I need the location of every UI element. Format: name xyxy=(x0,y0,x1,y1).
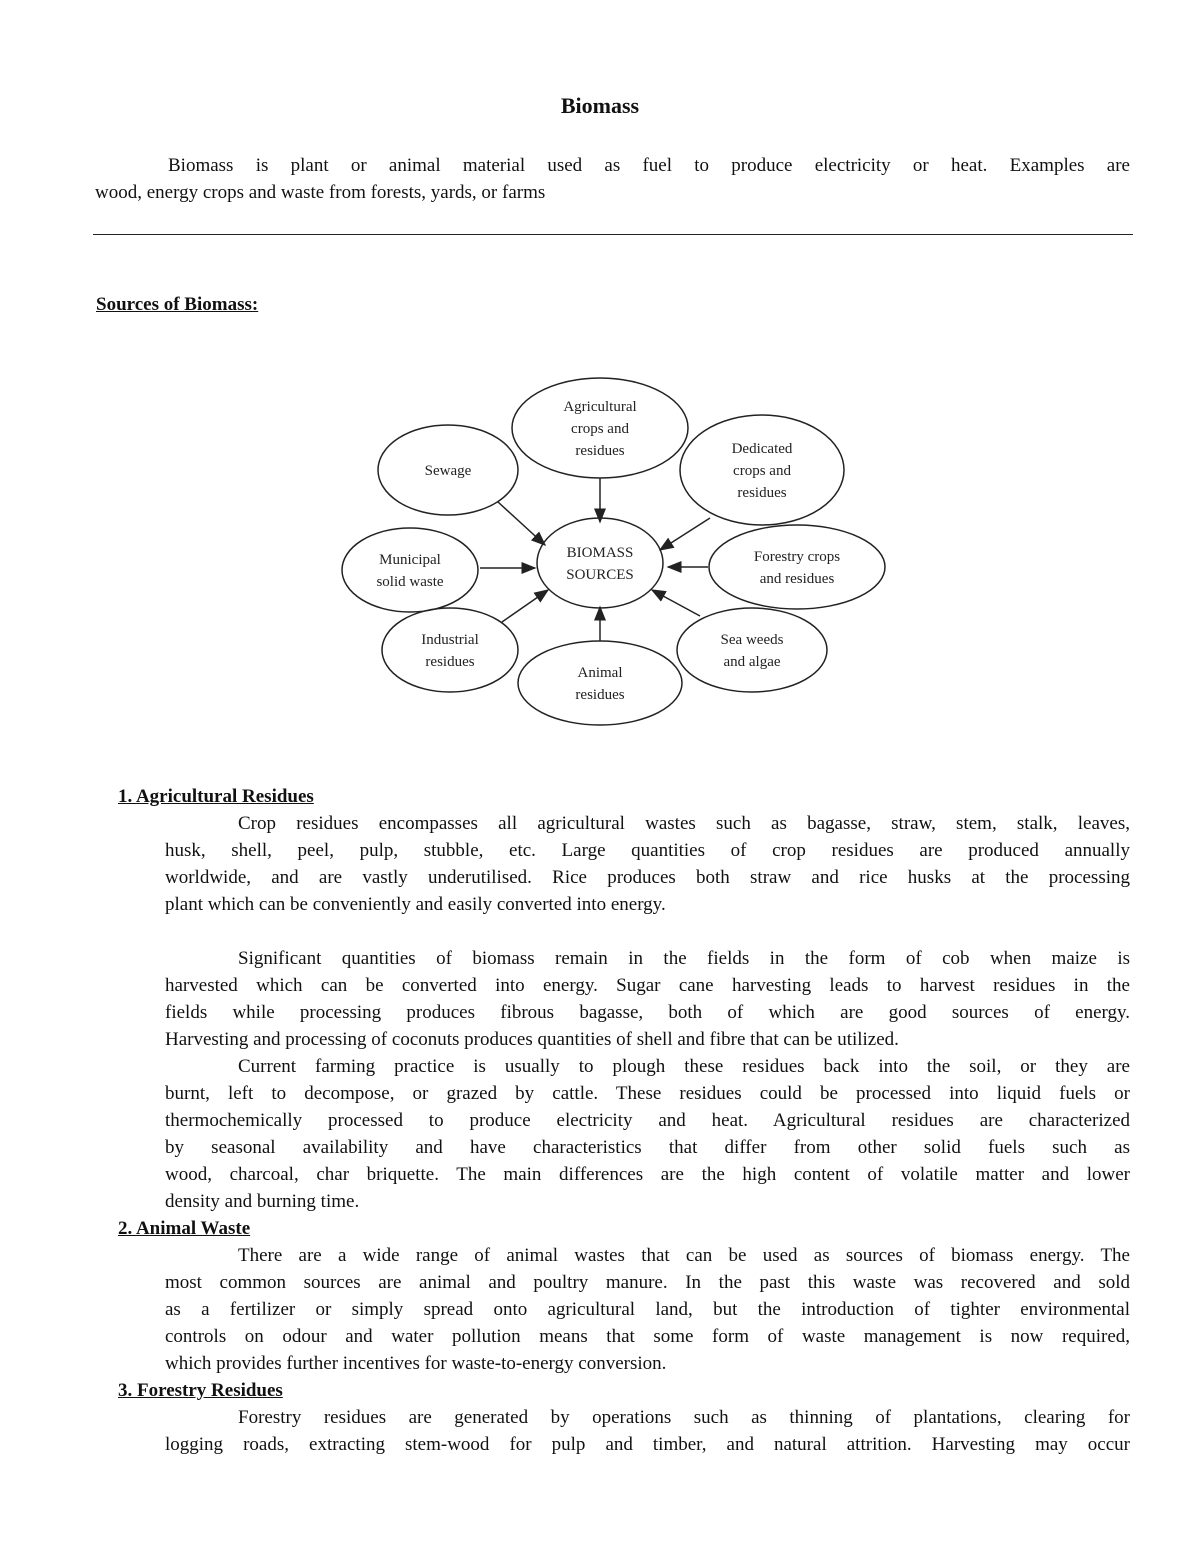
node-agricultural-label: Agricultural xyxy=(563,399,637,415)
node-industrial-label: Industrial xyxy=(421,632,479,648)
arrow-sewage xyxy=(498,502,545,545)
page-title: Biomass xyxy=(560,93,640,118)
node-sewage-label: Sewage xyxy=(424,463,472,479)
node-forestry-ellipse xyxy=(709,525,885,609)
paragraph-line: by seasonal availability and have characteristics that differ from other solid fuels such as xyxy=(165,1137,1130,1158)
arrow-seaweeds xyxy=(652,590,700,616)
center-node-ellipse xyxy=(537,518,663,608)
node-animal-ellipse xyxy=(518,641,682,725)
node-municipal-label: Municipal xyxy=(379,552,441,568)
section-heading: 1. Agricultural Residues xyxy=(118,786,314,807)
paragraph-line: Crop residues encompasses all agricultural wastes such as bagasse, straw, stem, stalk, leaves, xyxy=(238,813,1130,834)
paragraph-line: logging roads, extracting stem-wood for pulp and timber, and natural attrition. Harvesting may occur xyxy=(165,1434,1130,1455)
center-node-label: BIOMASS xyxy=(566,545,634,561)
intro-line: Biomass is plant or animal material used as fuel to produce electricity or heat. Examples are xyxy=(168,155,1130,176)
paragraph-line: harvested which can be converted into energy. Sugar cane harvesting leads to harvest residues in the xyxy=(165,975,1130,996)
paragraph-line: density and burning time. xyxy=(165,1191,360,1212)
paragraph-line: as a fertilizer or simply spread onto agricultural land, but the introduction of tighter environmental xyxy=(165,1299,1130,1320)
node-forestry-label: and residues xyxy=(759,571,835,587)
paragraph-line: Harvesting and processing of coconuts produces quantities of shell and fibre that can be utilized. xyxy=(165,1029,899,1050)
paragraph-line: which provides further incentives for waste-to-energy conversion. xyxy=(165,1353,667,1374)
paragraph-line: most common sources are animal and poultry manure. In the past this waste was recovered and sold xyxy=(165,1272,1130,1293)
node-animal-label: residues xyxy=(575,687,625,703)
node-municipal-ellipse xyxy=(342,528,478,612)
paragraph-line: Current farming practice is usually to plough these residues back into the soil, or they are xyxy=(238,1056,1130,1077)
paragraph-line: wood, charcoal, char briquette. The main differences are the high content of volatile matter and lower xyxy=(165,1164,1130,1185)
paragraph-line: burnt, left to decompose, or grazed by cattle. These residues could be processed into liquid fuels or xyxy=(165,1083,1130,1104)
biomass-sources-diagram xyxy=(0,0,1200,760)
paragraph-line: controls on odour and water pollution means that some form of waste management is now required, xyxy=(165,1326,1130,1347)
sources-heading: Sources of Biomass: xyxy=(96,294,259,315)
node-industrial-label: residues xyxy=(425,654,475,670)
paragraph-line: plant which can be conveniently and easily converted into energy. xyxy=(165,894,666,915)
paragraph-line: husk, shell, peel, pulp, stubble, etc. Large quantities of crop residues are produced annually xyxy=(165,840,1130,861)
paragraph-line: There are a wide range of animal wastes that can be used as sources of biomass energy. The xyxy=(238,1245,1130,1266)
center-node-label: SOURCES xyxy=(566,567,634,583)
node-dedicated-label: crops and xyxy=(733,463,791,479)
arrow-industrial xyxy=(502,590,548,622)
paragraph-line: thermochemically processed to produce electricity and heat. Agricultural residues are characterized xyxy=(165,1110,1130,1131)
paragraph-line: Forestry residues are generated by operations such as thinning of plantations, clearing for xyxy=(238,1407,1130,1428)
node-agricultural-label: crops and xyxy=(571,421,629,437)
node-municipal-label: solid waste xyxy=(376,574,444,590)
section-heading: 3. Forestry Residues xyxy=(118,1380,283,1401)
node-seaweeds-label: and algae xyxy=(723,654,781,670)
node-agricultural-label: residues xyxy=(575,443,625,459)
paragraph-line: fields while processing produces fibrous bagasse, both of which are good sources of energy. xyxy=(165,1002,1130,1023)
section-heading: 2. Animal Waste xyxy=(118,1218,251,1239)
node-seaweeds-ellipse xyxy=(677,608,827,692)
node-forestry-label: Forestry crops xyxy=(753,549,841,565)
intro-line: wood, energy crops and waste from forests, yards, or farms xyxy=(95,182,546,203)
node-animal-label: Animal xyxy=(577,665,623,681)
arrow-dedicated xyxy=(660,518,710,550)
node-dedicated-label: residues xyxy=(737,485,787,501)
paragraph-line: worldwide, and are vastly underutilised. Rice produces both straw and rice husks at the processing xyxy=(165,867,1130,888)
paragraph-line: Significant quantities of biomass remain in the fields in the form of cob when maize is xyxy=(238,948,1130,969)
node-seaweeds-label: Sea weeds xyxy=(720,632,784,648)
node-industrial-ellipse xyxy=(382,608,518,692)
node-dedicated-label: Dedicated xyxy=(731,441,793,457)
